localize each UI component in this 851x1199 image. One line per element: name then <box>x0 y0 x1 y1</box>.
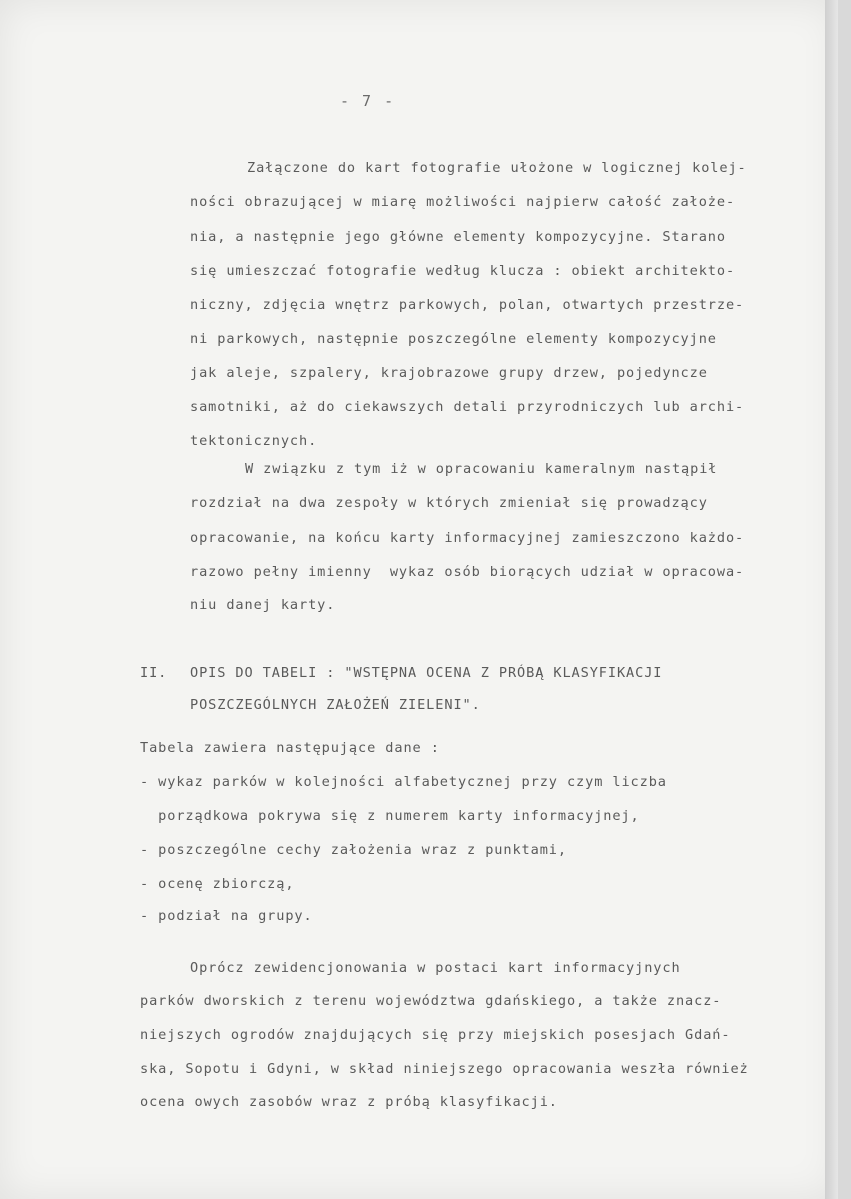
list-item: - wykaz parków w kolejności alfabetycznej przy czym liczba <box>140 774 667 790</box>
paragraph1-line: samotniki, aż do ciekawszych detali przyrodniczych lub archi- <box>190 399 745 415</box>
paragraph2-line: razowo pełny imienny wykaz osób biorących udział w opracowa- <box>190 564 745 580</box>
paragraph2-line: rozdział na dwa zespoły w których zmieniał się prowadzący <box>190 495 708 511</box>
list-item: - podział na grupy. <box>140 908 313 924</box>
paragraph1-line: ni parkowych, następnie poszczególne elementy kompozycyjne <box>190 331 717 347</box>
paragraph2-line: niu danej karty. <box>190 597 336 613</box>
list-item: - poszczególne cechy założenia wraz z punktami, <box>140 842 567 858</box>
paragraph1-line: nia, a następnie jego główne elementy kompozycyjne. Starano <box>190 229 726 245</box>
page-number: - 7 - <box>340 92 396 110</box>
table-intro: Tabela zawiera następujące dane : <box>140 740 440 756</box>
paragraph3-line: parków dworskich z terenu województwa gdańskiego, a także znacz- <box>140 993 722 1009</box>
list-item: - ocenę zbiorczą, <box>140 876 295 892</box>
paragraph1-line: Załączone do kart fotografie ułożone w logicznej kolej- <box>247 160 747 176</box>
paragraph3-line: niejszych ogrodów znajdujących się przy miejskich posesjach Gdań- <box>140 1027 731 1043</box>
section-heading-line2: POSZCZEGÓLNYCH ZAŁOŻEŃ ZIELENI". <box>190 697 481 713</box>
page-edge <box>825 0 838 1199</box>
list-item: porządkowa pokrywa się z numerem karty informacyjnej, <box>140 808 640 824</box>
section-number: II. <box>140 665 168 681</box>
paragraph1-line: ności obrazującej w miarę możliwości najpierw całość założe- <box>190 194 736 210</box>
paragraph1-line: jak aleje, szpalery, krajobrazowe grupy drzew, pojedyncze <box>190 365 708 381</box>
paragraph2-line: W związku z tym iż w opracowaniu kameralnym nastąpił <box>245 461 718 477</box>
paragraph3-line: ska, Sopotu i Gdyni, w skład niniejszego opracowania weszła również <box>140 1061 749 1077</box>
paragraph1-line: się umieszczać fotografie według klucza : obiekt architekto- <box>190 263 736 279</box>
paragraph2-line: opracowanie, na końcu karty informacyjnej zamieszczono każdo- <box>190 530 745 546</box>
paragraph1-line: niczny, zdjęcia wnętrz parkowych, polan, otwartych przestrze- <box>190 297 745 313</box>
paragraph3-line: ocena owych zasobów wraz z próbą klasyfikacji. <box>140 1094 558 1110</box>
paragraph1-line: tektonicznych. <box>190 433 318 449</box>
section-heading-line1: OPIS DO TABELI : "WSTĘPNA OCENA Z PRÓBĄ KLASYFIKACJI <box>190 665 663 681</box>
paragraph3-line: Oprócz zewidencjonowania w postaci kart informacyjnych <box>190 960 681 976</box>
